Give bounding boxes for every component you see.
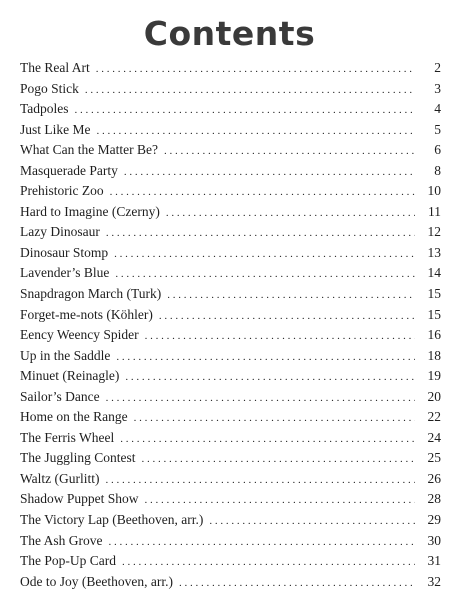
- toc-entry: [20, 122, 441, 143]
- toc-entry-title: Up in the Saddle: [20, 347, 111, 363]
- toc-entry-page: 14: [427, 265, 441, 281]
- dot-leader: [96, 63, 415, 75]
- toc-entry-page: 5: [434, 121, 441, 137]
- toc-entry-title: Tadpoles: [20, 101, 69, 117]
- dot-leader: [114, 248, 415, 260]
- toc-entry: [20, 307, 441, 328]
- toc-entry-title: Prehistoric Zoo: [20, 183, 104, 199]
- toc-entry-title: Snapdragon March (Turk): [20, 286, 162, 302]
- toc-entry: [20, 491, 441, 512]
- toc-entry: [20, 533, 441, 554]
- toc-entry-page: 11: [428, 203, 441, 219]
- dot-leader: [145, 494, 415, 506]
- dot-leader: [106, 392, 415, 404]
- toc-entry: [20, 348, 441, 369]
- toc-entry: [20, 142, 441, 163]
- toc-entry-title: Minuet (Reinagle): [20, 368, 120, 384]
- toc-entry-title: Eency Weency Spider: [20, 327, 139, 343]
- toc-entry-page: 18: [427, 347, 441, 363]
- dot-leader: [145, 330, 415, 342]
- toc-entry-page: 32: [427, 573, 441, 589]
- toc-entry-title: The Juggling Contest: [20, 450, 136, 466]
- toc-entry-title: Hard to Imagine (Czerny): [20, 203, 160, 219]
- table-of-contents: [20, 60, 441, 594]
- dot-leader: [124, 166, 415, 178]
- toc-entry-title: Dinosaur Stomp: [20, 244, 109, 260]
- toc-entry-page: 24: [427, 429, 441, 445]
- toc-entry: [20, 368, 441, 389]
- toc-entry: [20, 409, 441, 430]
- toc-entry-title: The Ash Grove: [20, 532, 103, 548]
- toc-entry: [20, 81, 441, 102]
- toc-entry-page: 10: [427, 183, 441, 199]
- dot-leader: [110, 186, 415, 198]
- dot-leader: [97, 125, 416, 137]
- toc-entry-page: 15: [427, 306, 441, 322]
- dot-leader: [164, 145, 415, 157]
- toc-entry-title: Masquerade Party: [20, 162, 118, 178]
- toc-entry-page: 31: [427, 553, 441, 569]
- toc-entry: [20, 204, 441, 225]
- toc-entry-page: 28: [427, 491, 441, 507]
- dot-leader: [167, 289, 415, 301]
- toc-entry-page: 20: [427, 388, 441, 404]
- toc-entry-page: 2: [434, 60, 441, 75]
- toc-entry: [20, 430, 441, 451]
- toc-entry-page: 22: [427, 409, 441, 425]
- toc-entry: [20, 450, 441, 471]
- toc-entry: [20, 60, 441, 81]
- dot-leader: [179, 577, 415, 589]
- dot-leader: [85, 84, 415, 96]
- toc-entry-title: The Real Art: [20, 60, 90, 75]
- toc-entry-title: Waltz (Gurlitt): [20, 470, 100, 486]
- toc-entry-page: 4: [434, 101, 441, 117]
- toc-entry: [20, 553, 441, 574]
- dot-leader: [116, 351, 415, 363]
- toc-entry: [20, 163, 441, 184]
- toc-entry-page: 16: [427, 327, 441, 343]
- toc-entry-title: Ode to Joy (Beethoven, arr.): [20, 573, 173, 589]
- dot-leader: [115, 268, 415, 280]
- toc-entry-page: 8: [434, 162, 441, 178]
- toc-entry: [20, 574, 441, 595]
- toc-entry-title: The Victory Lap (Beethoven, arr.): [20, 512, 204, 528]
- toc-entry: [20, 389, 441, 410]
- toc-entry-title: Forget-me-nots (Köhler): [20, 306, 153, 322]
- toc-entry-title: Shadow Puppet Show: [20, 491, 139, 507]
- toc-entry-title: Home on the Range: [20, 409, 128, 425]
- toc-entry: [20, 512, 441, 533]
- dot-leader: [106, 474, 415, 486]
- dot-leader: [75, 104, 415, 116]
- dot-leader: [106, 227, 415, 239]
- toc-entry: [20, 101, 441, 122]
- toc-entry-title: Lavender’s Blue: [20, 265, 110, 281]
- toc-entry-title: Sailor’s Dance: [20, 388, 100, 404]
- toc-entry-page: 19: [427, 368, 441, 384]
- dot-leader: [166, 207, 415, 219]
- dot-leader: [120, 433, 415, 445]
- toc-entry-page: 25: [427, 450, 441, 466]
- dot-leader: [134, 412, 415, 424]
- dot-leader: [142, 453, 416, 465]
- toc-entry-title: The Ferris Wheel: [20, 429, 115, 445]
- toc-entry: [20, 327, 441, 348]
- toc-entry-title: The Pop-Up Card: [20, 553, 116, 569]
- toc-entry-page: 6: [434, 142, 441, 158]
- toc-entry-title: What Can the Matter Be?: [20, 142, 158, 158]
- toc-entry: [20, 183, 441, 204]
- toc-entry-page: 15: [427, 286, 441, 302]
- toc-entry-title: Lazy Dinosaur: [20, 224, 100, 240]
- toc-entry-page: 13: [427, 244, 441, 260]
- toc-entry-page: 12: [427, 224, 441, 240]
- dot-leader: [159, 310, 415, 322]
- toc-entry-page: 30: [427, 532, 441, 548]
- toc-entry-page: 29: [427, 512, 441, 528]
- dot-leader: [209, 515, 415, 527]
- toc-entry: [20, 286, 441, 307]
- toc-entry-page: 3: [434, 80, 441, 96]
- toc-entry-page: 26: [427, 470, 441, 486]
- toc-entry: [20, 265, 441, 286]
- toc-entry: [20, 245, 441, 266]
- toc-entry: [20, 224, 441, 245]
- dot-leader: [108, 536, 415, 548]
- dot-leader: [125, 371, 415, 383]
- toc-entry-title: Just Like Me: [20, 121, 91, 137]
- toc-entry-title: Pogo Stick: [20, 80, 79, 96]
- dot-leader: [122, 556, 415, 568]
- toc-entry: [20, 471, 441, 492]
- page-title: Contents: [143, 14, 316, 53]
